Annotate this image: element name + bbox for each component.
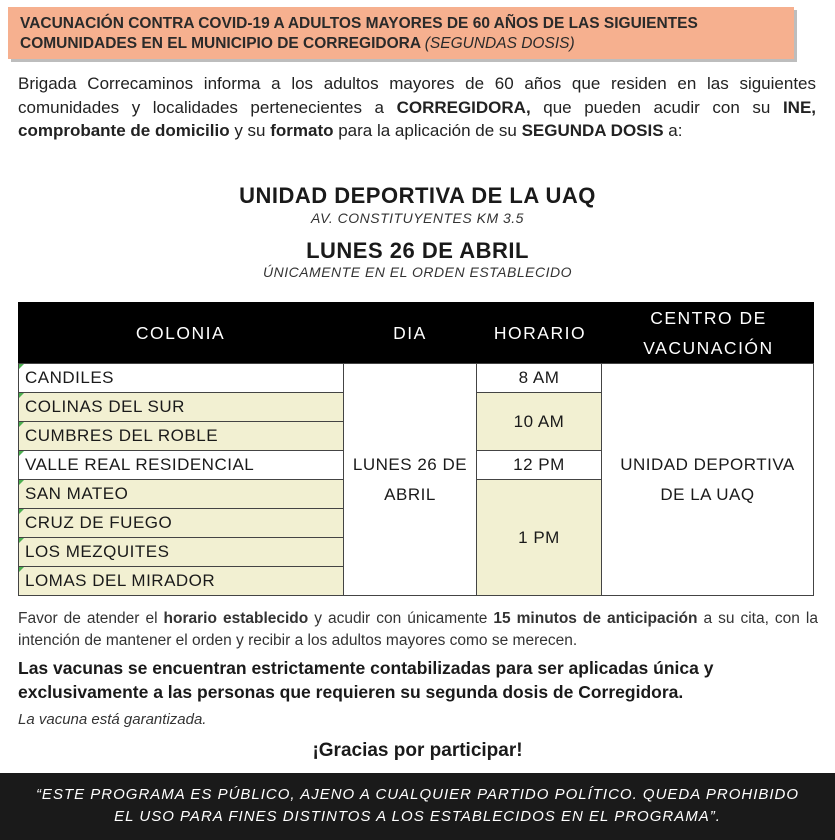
intro-paragraph xyxy=(18,72,816,143)
cell-marker xyxy=(19,451,24,456)
thanks-text: ¡Gracias por participar! xyxy=(312,740,523,761)
footer-note-text-1: Favor de atender el xyxy=(18,610,164,627)
center-cell xyxy=(601,363,814,596)
intro-text-2: que pueden acudir con su xyxy=(530,97,783,117)
guarantee-text: La vacuna está garantizada. xyxy=(18,711,207,728)
time-cell xyxy=(476,392,602,451)
header-colonia: COLONIA xyxy=(135,322,226,343)
cell-marker xyxy=(19,538,24,543)
footer-note xyxy=(18,608,818,652)
header-banner xyxy=(8,7,794,59)
footer-note-text-3: a su cita, con la intención de mantener el orden y recibir a los adultos mayores como se merecen. xyxy=(18,610,818,649)
day-cell xyxy=(343,363,477,596)
cell-marker xyxy=(19,509,24,514)
row-colonia: VALLE REAL RESIDENCIAL xyxy=(25,455,255,474)
intro-text-5: para la aplicación de su xyxy=(333,121,522,140)
time-text: 1 PM xyxy=(518,527,560,547)
intro-dose: SEGUNDA DOSIS xyxy=(521,121,664,140)
cell-marker xyxy=(19,567,24,572)
table-row xyxy=(18,508,344,538)
disclaimer-line-1: “ESTE PROGRAMA ES PÚBLICO, AJENO A CUALQUIER PARTIDO POLÍTICO. QUEDA PROHIBIDO xyxy=(35,786,800,803)
table-row xyxy=(18,479,344,509)
time-text: 10 AM xyxy=(513,411,565,431)
time-cell xyxy=(476,479,602,596)
header-line-1: VACUNACIÓN CONTRA COVID-19 A ADULTOS MAYORES DE 60 AÑOS DE LAS SIGUIENTES xyxy=(20,15,698,32)
footer-note-text-2: y acudir con únicamente xyxy=(308,610,494,627)
header-centro xyxy=(603,302,814,363)
intro-text-1: Brigada Correcaminos informa a los adultos mayores de 60 años que residen en las siguientes comunidades y localidades pertenecientes a xyxy=(18,74,816,117)
row-colonia: CUMBRES DEL ROBLE xyxy=(25,426,219,445)
intro-ine: INE, xyxy=(782,97,816,117)
day-text: LUNES 26 DE ABRIL xyxy=(352,454,468,504)
header-horario: HORARIO xyxy=(493,322,587,343)
row-colonia: SAN MATEO xyxy=(25,484,129,503)
cell-marker xyxy=(19,393,24,398)
intro-format: formato xyxy=(270,121,334,140)
time-cell xyxy=(476,363,602,393)
intro-proof: comprobante de domicilio xyxy=(18,121,230,140)
time-text: 8 AM xyxy=(518,368,560,387)
table-row xyxy=(18,537,344,567)
intro-text-4: y su xyxy=(229,121,271,140)
date-note: ÚNICAMENTE EN EL ORDEN ESTABLECIDO xyxy=(263,264,572,280)
cell-marker xyxy=(19,422,24,427)
table-row xyxy=(18,421,344,451)
footer-warning: Las vacunas se encuentran estrictamente contabilizadas para ser aplicadas única y exclusivamente a las personas que requieren su segunda dosis de Corregidora. xyxy=(18,658,714,702)
header-centro-text: CENTRO DE VACUNACIÓN xyxy=(643,307,774,358)
header-line-2 xyxy=(20,34,784,54)
time-text: 12 PM xyxy=(513,455,565,474)
row-colonia: LOS MEZQUITES xyxy=(25,542,170,561)
cell-marker xyxy=(19,480,24,485)
table-header xyxy=(18,302,814,363)
table-row xyxy=(18,566,344,596)
row-colonia: CANDILES xyxy=(25,368,115,387)
venue-title: UNIDAD DEPORTIVA DE LA UAQ xyxy=(239,183,596,208)
header-dia: DIA xyxy=(393,322,427,343)
date-title: LUNES 26 DE ABRIL xyxy=(306,238,529,263)
time-cell xyxy=(476,450,602,480)
footer-note-bold-1: horario establecido xyxy=(163,610,309,627)
disclaimer-banner xyxy=(0,773,835,840)
table-row xyxy=(18,450,344,480)
venue-address: AV. CONSTITUYENTES KM 3.5 xyxy=(311,210,524,226)
header-subtitle: (SEGUNDAS DOSIS) xyxy=(424,35,575,52)
table-row xyxy=(18,363,344,393)
row-colonia: LOMAS DEL MIRADOR xyxy=(25,571,216,590)
center-text: UNIDAD DEPORTIVA DE LA UAQ xyxy=(620,454,795,504)
row-colonia: COLINAS DEL SUR xyxy=(25,397,185,416)
header-line-2-text: COMUNIDADES EN EL MUNICIPIO DE CORREGIDORA xyxy=(20,35,421,52)
table-row xyxy=(18,392,344,422)
footer-note-bold-2: 15 minutos de anticipación xyxy=(493,610,698,627)
intro-municipality: CORREGIDORA, xyxy=(396,97,531,117)
disclaimer-line-2: EL USO PARA FINES DISTINTOS A LOS ESTABLECIDOS EN EL PROGRAMA”. xyxy=(114,808,721,825)
row-colonia: CRUZ DE FUEGO xyxy=(25,513,173,532)
intro-text-6: a: xyxy=(663,121,683,140)
cell-marker xyxy=(19,364,24,369)
